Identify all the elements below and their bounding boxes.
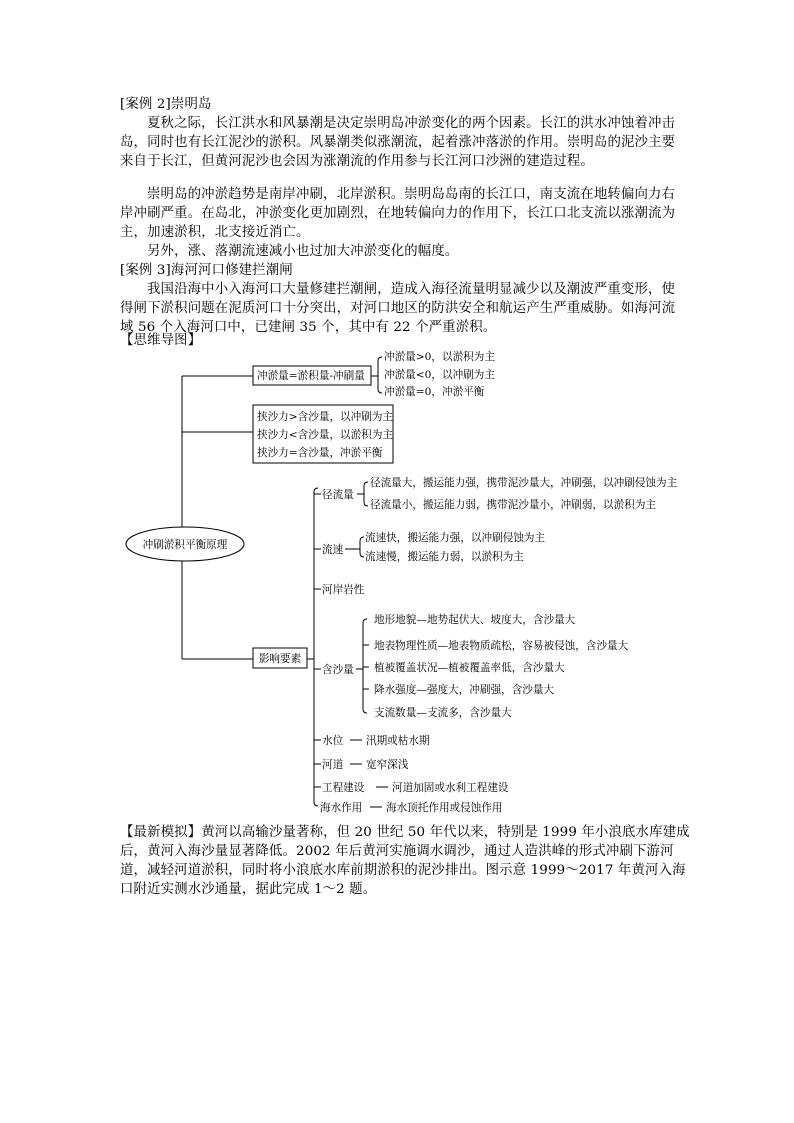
velocity-label: 流速 (322, 544, 344, 556)
case2-header: [案例 2]崇明岛 (120, 97, 212, 112)
capacity-item-3: 挟沙力=含沙量，冲淤平衡 (257, 447, 383, 459)
capacity-item-1: 挟沙力>含沙量，以冲刷为主 (257, 411, 394, 423)
sediment-item-5: 支流数量—支流多，含沙量大 (374, 707, 512, 719)
formula-item-1: 冲淤量>0，以淤积为主 (384, 351, 495, 363)
engineering-label: 工程建设 (322, 782, 365, 794)
formula-label: 冲淤量=淤积量-冲刷量 (257, 370, 365, 382)
mindmap-diagram (120, 346, 700, 826)
sediment-item-1: 地形地貌—地势起伏大、坡度大，含沙量大 (374, 614, 576, 626)
channel-label: 河道 (322, 759, 344, 771)
factors-label: 影响要素 (258, 653, 302, 665)
waterlevel-value: 汛期或枯水期 (366, 735, 430, 747)
runoff-label: 径流量 (322, 489, 354, 501)
velocity-item-1: 流速快，搬运能力强，以冲刷侵蚀为主 (365, 532, 546, 544)
mindmap-heading: 【思维导图】 (120, 333, 202, 348)
case2-paragraph-2: 崇明岛的冲淤趋势是南岸冲刷，北岸淤积。崇明岛岛南的长江口，南支流在地转偏向力右岸冲刷严重。在岛北，冲淤变化更加剧烈，在地转偏向力的作用下，长江口北支流以涨潮流为主，加速淤积，北支接近消亡。 (120, 187, 676, 240)
sea-label: 海水作用 (320, 802, 363, 814)
simulation-paragraph: 【最新模拟】黄河以高输沙量著称，但 20 世纪 50 年代以来，特别是 1999 年小浪底水库建成后，黄河入海沙量显著降低。2002 年后黄河实施调水调沙，通过人造洪峰的形式冲刷下游河道，减轻河道淤积，同时将小浪底水库前期淤积的泥沙排出。图示意 1999～2017 年黄河入海口附近实测水沙通量，据此完成 1～2 题。 (120, 825, 690, 897)
case2-paragraph-1: 夏秋之际，长江洪水和风暴潮是决定崇明岛冲淤变化的两个因素。长江的洪水冲蚀着冲击岛，同时也有长江泥沙的淤积。风暴潮类似涨潮流，起着涨冲落淤的作用。崇明岛的泥沙主要来自于长江，但黄河泥沙也会因为涨潮流的作用参与长江河口沙洲的建造过程。 (120, 116, 676, 169)
runoff-item-1: 径流量大，搬运能力强，携带泥沙量大，冲刷强，以冲刷侵蚀为主 (370, 477, 678, 489)
runoff-item-2: 径流量小，搬运能力弱，携带泥沙量小，冲刷弱，以淤积为主 (370, 499, 657, 511)
case2-paragraph-3: 另外，涨、落潮流速减小也过加大冲淤变化的幅度。 (147, 244, 459, 259)
sea-value: 海水顶托作用或侵蚀作用 (386, 802, 503, 814)
case3-paragraph: 我国沿海中小入海河口大量修建拦潮闸，造成入海径流量明显减少以及潮波严重变形，使得闸下淤积问题在泥质河口十分突出，对河口地区的防洪安全和航运产生严重威胁。如海河流域 56 个入海河口中，已建闸 35 个，其中有 22 个严重淤积。 (120, 282, 676, 335)
channel-value: 宽窄深浅 (366, 759, 409, 771)
capacity-item-2: 挟沙力<含沙量，以淤积为主 (257, 429, 394, 441)
sediment-item-2: 地表物理性质—地表物质疏松，容易被侵蚀，含沙量大 (374, 640, 629, 652)
velocity-item-2: 流速慢，搬运能力弱，以淤积为主 (365, 551, 524, 563)
sediment-item-3: 植被覆盖状况—植被覆盖率低，含沙量大 (374, 662, 565, 674)
sediment-label: 含沙量 (322, 664, 354, 676)
sediment-item-4: 降水强度—强度大，冲刷强，含沙量大 (374, 684, 555, 696)
bank-label: 河岸岩性 (322, 584, 365, 596)
formula-item-2: 冲淤量<0，以冲刷为主 (384, 369, 495, 381)
root-node-label: 冲刷淤积平衡原理 (142, 539, 228, 551)
case3-header: [案例 3]海河河口修建拦潮闸 (120, 263, 293, 278)
formula-item-3: 冲淤量=0，冲淤平衡 (384, 386, 485, 398)
engineering-value: 河道加固或水利工程建设 (392, 782, 509, 794)
waterlevel-label: 水位 (322, 735, 344, 747)
